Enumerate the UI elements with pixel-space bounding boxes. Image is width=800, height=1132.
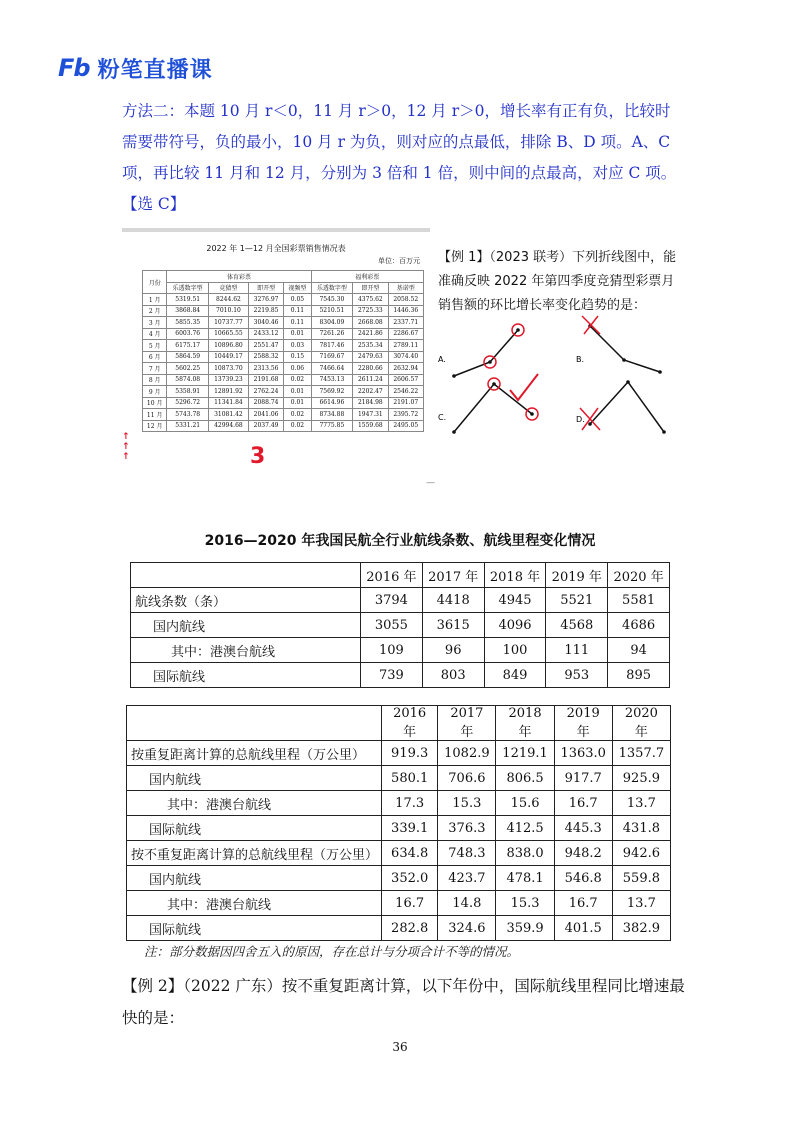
lottery-table-row bbox=[143, 363, 424, 375]
aviation-value-cell: 948.2 bbox=[554, 841, 612, 866]
aviation-routes-table bbox=[130, 562, 670, 688]
lottery-value-cell: 5331.21 bbox=[167, 420, 209, 432]
lottery-value-cell: 0.01 bbox=[284, 328, 311, 340]
aviation-year-header: 2017 年 bbox=[422, 563, 484, 588]
aviation-row-label: 国内航线 bbox=[127, 866, 382, 891]
aviation-value-cell: 5581 bbox=[608, 588, 670, 613]
lottery-value-cell: 0.06 bbox=[284, 363, 311, 375]
aviation-value-cell: 4945 bbox=[484, 588, 546, 613]
lottery-value-cell: 2611.24 bbox=[353, 374, 388, 386]
aviation-value-cell: 423.7 bbox=[438, 866, 496, 891]
lottery-value-cell: 3040.46 bbox=[248, 317, 283, 329]
lottery-value-cell: 2535.34 bbox=[353, 340, 388, 352]
lottery-value-cell: 10873.70 bbox=[208, 363, 248, 375]
example-2-text: 【例 2】（2022 广东）按不重复距离计算，以下年份中，国际航线里程同比增速最快的是： bbox=[122, 977, 685, 1027]
aviation-value-cell: 580.1 bbox=[382, 766, 438, 791]
lottery-value-cell: 8304.09 bbox=[311, 317, 353, 329]
lottery-value-cell: 11341.84 bbox=[208, 397, 248, 409]
lottery-month-cell: 10 月 bbox=[143, 397, 167, 409]
lottery-month-cell: 3 月 bbox=[143, 317, 167, 329]
aviation-value-cell: 953 bbox=[546, 663, 608, 688]
aviation-year-header: 2017 年 bbox=[438, 706, 496, 741]
lottery-value-cell: 2184.98 bbox=[353, 397, 388, 409]
lottery-table-row bbox=[143, 351, 424, 363]
option-a-chart bbox=[438, 324, 524, 378]
lottery-value-cell: 2088.74 bbox=[248, 397, 283, 409]
lottery-value-cell: 2632.94 bbox=[388, 363, 423, 375]
option-d-chart bbox=[576, 380, 666, 434]
aviation-value-cell: 1363.0 bbox=[554, 741, 612, 766]
lottery-value-cell: 2337.71 bbox=[388, 317, 423, 329]
lottery-value-cell: 2433.12 bbox=[248, 328, 283, 340]
lottery-table-title: 2022 年 1—12 月全国彩票销售情况表 bbox=[206, 244, 346, 253]
aviation-year-header: 2018 年 bbox=[484, 563, 546, 588]
lottery-value-cell: 2551.47 bbox=[248, 340, 283, 352]
lottery-value-cell: 2191.07 bbox=[388, 397, 423, 409]
aviation-value-cell: 4418 bbox=[422, 588, 484, 613]
lottery-value-cell: 7817.46 bbox=[311, 340, 353, 352]
lottery-table-row bbox=[143, 328, 424, 340]
aviation-value-cell: 919.3 bbox=[382, 741, 438, 766]
aviation-value-cell: 111 bbox=[546, 638, 608, 663]
lottery-month-cell: 6 月 bbox=[143, 351, 167, 363]
aviation-table-row bbox=[127, 841, 671, 866]
lottery-table-screenshot bbox=[122, 228, 430, 472]
aviation-value-cell: 634.8 bbox=[382, 841, 438, 866]
aviation-table-note: 注：部分数据因四舍五入的原因，存在总计与分项合计不等的情况。 bbox=[144, 944, 520, 959]
aviation-value-cell: 94 bbox=[608, 638, 670, 663]
aviation-value-cell: 803 bbox=[422, 663, 484, 688]
example-1-question: 【例 1】（2023 联考）下列折线图中，能准确反映 2022 年第四季度竞猜型彩票月销售额的环比增长率变化趋势的是： bbox=[438, 250, 677, 313]
lottery-value-cell: 2546.22 bbox=[388, 386, 423, 398]
aviation-value-cell: 895 bbox=[608, 663, 670, 688]
lottery-value-cell: 7261.26 bbox=[311, 328, 353, 340]
lottery-value-cell: 2286.67 bbox=[388, 328, 423, 340]
lottery-value-cell: 0.02 bbox=[284, 420, 311, 432]
aviation-value-cell: 3794 bbox=[361, 588, 423, 613]
lottery-month-cell: 7 月 bbox=[143, 363, 167, 375]
lottery-table-row bbox=[143, 305, 424, 317]
lottery-month-cell: 4 月 bbox=[143, 328, 167, 340]
lottery-table-row bbox=[143, 420, 424, 432]
aviation-year-header: 2020 年 bbox=[612, 706, 670, 741]
lottery-value-cell: 6175.17 bbox=[167, 340, 209, 352]
lottery-value-cell: 1559.68 bbox=[353, 420, 388, 432]
aviation-year-header: 2019 年 bbox=[554, 706, 612, 741]
lottery-month-cell: 12 月 bbox=[143, 420, 167, 432]
brand-logo-mark: Fb bbox=[58, 54, 90, 82]
scan-artifact: — bbox=[426, 478, 435, 488]
aviation-value-cell: 445.3 bbox=[554, 816, 612, 841]
lottery-value-cell: 3868.84 bbox=[167, 305, 209, 317]
aviation-value-cell: 401.5 bbox=[554, 916, 612, 941]
lottery-value-cell: 7775.85 bbox=[311, 420, 353, 432]
lottery-value-cell: 13739.23 bbox=[208, 374, 248, 386]
aviation-value-cell: 13.7 bbox=[612, 891, 670, 916]
aviation-year-header: 2019 年 bbox=[546, 563, 608, 588]
aviation-value-cell: 376.3 bbox=[438, 816, 496, 841]
lottery-table-row bbox=[143, 397, 424, 409]
lottery-table-row bbox=[143, 374, 424, 386]
option-b-chart bbox=[576, 316, 662, 374]
aviation-value-cell: 13.7 bbox=[612, 791, 670, 816]
lottery-month-cell: 5 月 bbox=[143, 340, 167, 352]
aviation-year-header: 2016 年 bbox=[382, 706, 438, 741]
aviation-header-blank bbox=[127, 706, 382, 741]
aviation-value-cell: 109 bbox=[361, 638, 423, 663]
brand-logo-text: 粉笔直播课 bbox=[97, 57, 213, 83]
lottery-value-cell: 5296.72 bbox=[167, 397, 209, 409]
aviation-value-cell: 3615 bbox=[422, 613, 484, 638]
aviation-value-cell: 5521 bbox=[546, 588, 608, 613]
lottery-value-cell: 7169.67 bbox=[311, 351, 353, 363]
lottery-subheader: 竞猜型 bbox=[208, 282, 248, 294]
method-two-text: 方法二：本题 10 月 r＜0，11 月 r＞0，12 月 r＞0，增长率有正有负，比较时需要带符号，负的最小，10 月 r 为负，则对应的点最低，排除 B、D 项。A、C 项，再比较 11 月和 12 月，分别为 3 倍和 1 倍，则中间的点最高，对应 C 项。【选 C】 bbox=[122, 102, 677, 213]
option-c-chart bbox=[438, 374, 538, 434]
lottery-value-cell: 2037.49 bbox=[248, 420, 283, 432]
lottery-value-cell: 2495.05 bbox=[388, 420, 423, 432]
lottery-value-cell: 2789.11 bbox=[388, 340, 423, 352]
lottery-value-cell: 1446.36 bbox=[388, 305, 423, 317]
handwritten-annotation-3: 3 bbox=[250, 444, 266, 469]
aviation-value-cell: 16.7 bbox=[554, 791, 612, 816]
aviation-row-label: 国际航线 bbox=[131, 663, 361, 688]
lottery-subheader: 乐透数字型 bbox=[311, 282, 353, 294]
aviation-value-cell: 15.3 bbox=[438, 791, 496, 816]
aviation-value-cell: 16.7 bbox=[382, 891, 438, 916]
aviation-row-label: 国内航线 bbox=[131, 613, 361, 638]
aviation-row-label: 航线条数（条） bbox=[131, 588, 361, 613]
aviation-value-cell: 359.9 bbox=[496, 916, 554, 941]
aviation-value-cell: 838.0 bbox=[496, 841, 554, 866]
lottery-value-cell: 10896.80 bbox=[208, 340, 248, 352]
aviation-row-label: 其中：港澳台航线 bbox=[127, 791, 382, 816]
aviation-value-cell: 849 bbox=[484, 663, 546, 688]
lottery-value-cell: 5874.08 bbox=[167, 374, 209, 386]
aviation-table-row bbox=[131, 663, 670, 688]
aviation-table-row bbox=[131, 638, 670, 663]
lottery-subheader: 视频型 bbox=[284, 282, 311, 294]
lottery-value-cell: 0.15 bbox=[284, 351, 311, 363]
lottery-value-cell: 5358.91 bbox=[167, 386, 209, 398]
aviation-value-cell: 942.6 bbox=[612, 841, 670, 866]
aviation-value-cell: 17.3 bbox=[382, 791, 438, 816]
aviation-value-cell: 14.8 bbox=[438, 891, 496, 916]
lottery-value-cell: 0.11 bbox=[284, 317, 311, 329]
aviation-table-row bbox=[127, 916, 671, 941]
aviation-table-row bbox=[127, 816, 671, 841]
lottery-value-cell: 12891.92 bbox=[208, 386, 248, 398]
lottery-month-cell: 11 月 bbox=[143, 409, 167, 421]
lottery-value-cell: 8244.62 bbox=[208, 294, 248, 306]
aviation-row-label: 其中：港澳台航线 bbox=[131, 638, 361, 663]
aviation-year-header: 2020 年 bbox=[608, 563, 670, 588]
lottery-value-cell: 2762.24 bbox=[248, 386, 283, 398]
lottery-value-cell: 6003.76 bbox=[167, 328, 209, 340]
lottery-group-sports: 体育彩票 bbox=[167, 271, 311, 283]
aviation-table-row bbox=[127, 866, 671, 891]
aviation-table-row bbox=[127, 766, 671, 791]
aviation-row-label: 其中：港澳台航线 bbox=[127, 891, 382, 916]
aviation-value-cell: 3055 bbox=[361, 613, 423, 638]
option-d-label: D. bbox=[576, 415, 585, 424]
aviation-row-label: 国际航线 bbox=[127, 816, 382, 841]
lottery-value-cell: 5864.59 bbox=[167, 351, 209, 363]
aviation-value-cell: 1219.1 bbox=[496, 741, 554, 766]
lottery-table-unit: 单位：百万元 bbox=[378, 257, 420, 265]
lottery-value-cell: 0.05 bbox=[284, 294, 311, 306]
aviation-year-header: 2018 年 bbox=[496, 706, 554, 741]
lottery-value-cell: 2395.72 bbox=[388, 409, 423, 421]
lottery-value-cell: 8734.88 bbox=[311, 409, 353, 421]
aviation-table-row bbox=[127, 741, 671, 766]
lottery-table-row bbox=[143, 294, 424, 306]
lottery-value-cell: 2313.56 bbox=[248, 363, 283, 375]
lottery-value-cell: 5743.78 bbox=[167, 409, 209, 421]
lottery-value-cell: 2280.66 bbox=[353, 363, 388, 375]
aviation-value-cell: 16.7 bbox=[554, 891, 612, 916]
aviation-value-cell: 4568 bbox=[546, 613, 608, 638]
lottery-value-cell: 0.01 bbox=[284, 397, 311, 409]
example-1-options-charts bbox=[438, 312, 678, 462]
handwritten-annotation: ↑ ↑ ↑ bbox=[122, 432, 130, 462]
aviation-header-row bbox=[131, 563, 670, 588]
aviation-header-row bbox=[127, 706, 671, 741]
lottery-month-cell: 8 月 bbox=[143, 374, 167, 386]
lottery-value-cell: 2041.06 bbox=[248, 409, 283, 421]
lottery-value-cell: 4375.62 bbox=[353, 294, 388, 306]
option-c-label: C. bbox=[438, 413, 447, 422]
option-b-label: B. bbox=[576, 355, 585, 364]
lottery-value-cell: 5210.51 bbox=[311, 305, 353, 317]
aviation-value-cell: 412.5 bbox=[496, 816, 554, 841]
lottery-value-cell: 2202.47 bbox=[353, 386, 388, 398]
lottery-value-cell: 5319.51 bbox=[167, 294, 209, 306]
lottery-header-month: 月份 bbox=[143, 271, 167, 294]
lottery-month-cell: 1 月 bbox=[143, 294, 167, 306]
aviation-value-cell: 4686 bbox=[608, 613, 670, 638]
option-a-label: A. bbox=[438, 355, 446, 364]
lottery-value-cell: 7545.30 bbox=[311, 294, 353, 306]
aviation-value-cell: 15.3 bbox=[496, 891, 554, 916]
lottery-value-cell: 0.11 bbox=[284, 305, 311, 317]
aviation-value-cell: 559.8 bbox=[612, 866, 670, 891]
aviation-header-blank bbox=[131, 563, 361, 588]
aviation-value-cell: 4096 bbox=[484, 613, 546, 638]
lottery-subheader: 即开型 bbox=[353, 282, 388, 294]
aviation-value-cell: 324.6 bbox=[438, 916, 496, 941]
aviation-year-header: 2016 年 bbox=[361, 563, 423, 588]
lottery-value-cell: 10449.17 bbox=[208, 351, 248, 363]
aviation-table-title: 2016—2020 年我国民航全行业航线条数、航线里程变化情况 bbox=[204, 533, 596, 549]
aviation-row-label: 国内航线 bbox=[127, 766, 382, 791]
lottery-value-cell: 6614.96 bbox=[311, 397, 353, 409]
lottery-value-cell: 0.01 bbox=[284, 386, 311, 398]
lottery-table bbox=[142, 270, 424, 432]
lottery-value-cell: 2725.33 bbox=[353, 305, 388, 317]
lottery-value-cell: 2219.85 bbox=[248, 305, 283, 317]
lottery-value-cell: 2058.52 bbox=[388, 294, 423, 306]
aviation-value-cell: 1082.9 bbox=[438, 741, 496, 766]
aviation-value-cell: 282.8 bbox=[382, 916, 438, 941]
aviation-value-cell: 748.3 bbox=[438, 841, 496, 866]
lottery-subheader: 即开型 bbox=[248, 282, 283, 294]
aviation-value-cell: 100 bbox=[484, 638, 546, 663]
aviation-table-row bbox=[131, 613, 670, 638]
lottery-value-cell: 10665.55 bbox=[208, 328, 248, 340]
lottery-value-cell: 2191.68 bbox=[248, 374, 283, 386]
lottery-value-cell: 7569.92 bbox=[311, 386, 353, 398]
lottery-month-cell: 9 月 bbox=[143, 386, 167, 398]
lottery-value-cell: 2606.57 bbox=[388, 374, 423, 386]
lottery-value-cell: 5855.35 bbox=[167, 317, 209, 329]
aviation-mileage-table bbox=[126, 705, 671, 941]
lottery-value-cell: 0.02 bbox=[284, 374, 311, 386]
method-two-paragraph bbox=[122, 96, 682, 220]
aviation-table-row bbox=[131, 588, 670, 613]
lottery-value-cell: 5602.25 bbox=[167, 363, 209, 375]
aviation-value-cell: 339.1 bbox=[382, 816, 438, 841]
lottery-table-row bbox=[143, 317, 424, 329]
lottery-subheader: 基诺型 bbox=[388, 282, 423, 294]
lottery-value-cell: 2668.08 bbox=[353, 317, 388, 329]
lottery-subheader: 乐透数字型 bbox=[167, 282, 209, 294]
aviation-value-cell: 806.5 bbox=[496, 766, 554, 791]
lottery-value-cell: 2421.86 bbox=[353, 328, 388, 340]
aviation-value-cell: 96 bbox=[422, 638, 484, 663]
aviation-row-label: 按重复距离计算的总航线里程（万公里） bbox=[127, 741, 382, 766]
lottery-value-cell: 3276.97 bbox=[248, 294, 283, 306]
aviation-value-cell: 431.8 bbox=[612, 816, 670, 841]
brand-logo bbox=[58, 52, 213, 84]
lottery-value-cell: 7453.13 bbox=[311, 374, 353, 386]
lottery-month-cell: 2 月 bbox=[143, 305, 167, 317]
lottery-table-row bbox=[143, 386, 424, 398]
lottery-value-cell: 2588.32 bbox=[248, 351, 283, 363]
aviation-value-cell: 1357.7 bbox=[612, 741, 670, 766]
aviation-value-cell: 15.6 bbox=[496, 791, 554, 816]
aviation-table-row bbox=[127, 791, 671, 816]
lottery-value-cell: 42994.68 bbox=[208, 420, 248, 432]
lottery-table-row bbox=[143, 340, 424, 352]
example-2-question bbox=[122, 970, 690, 1034]
lottery-value-cell: 0.02 bbox=[284, 409, 311, 421]
aviation-value-cell: 739 bbox=[361, 663, 423, 688]
aviation-value-cell: 352.0 bbox=[382, 866, 438, 891]
lottery-value-cell: 7466.64 bbox=[311, 363, 353, 375]
aviation-value-cell: 382.9 bbox=[612, 916, 670, 941]
aviation-row-label: 国际航线 bbox=[127, 916, 382, 941]
aviation-value-cell: 925.9 bbox=[612, 766, 670, 791]
aviation-value-cell: 478.1 bbox=[496, 866, 554, 891]
lottery-table-row bbox=[143, 409, 424, 421]
page-number: 36 bbox=[392, 1040, 408, 1054]
aviation-row-label: 按不重复距离计算的总航线里程（万公里） bbox=[127, 841, 382, 866]
aviation-value-cell: 917.7 bbox=[554, 766, 612, 791]
lottery-value-cell: 7010.10 bbox=[208, 305, 248, 317]
lottery-value-cell: 10737.77 bbox=[208, 317, 248, 329]
lottery-value-cell: 1947.31 bbox=[353, 409, 388, 421]
lottery-group-welfare: 福利彩票 bbox=[311, 271, 423, 283]
aviation-value-cell: 546.8 bbox=[554, 866, 612, 891]
lottery-value-cell: 0.03 bbox=[284, 340, 311, 352]
lottery-value-cell: 31081.42 bbox=[208, 409, 248, 421]
lottery-value-cell: 3074.40 bbox=[388, 351, 423, 363]
aviation-table-row bbox=[127, 891, 671, 916]
lottery-value-cell: 2479.63 bbox=[353, 351, 388, 363]
aviation-value-cell: 706.6 bbox=[438, 766, 496, 791]
